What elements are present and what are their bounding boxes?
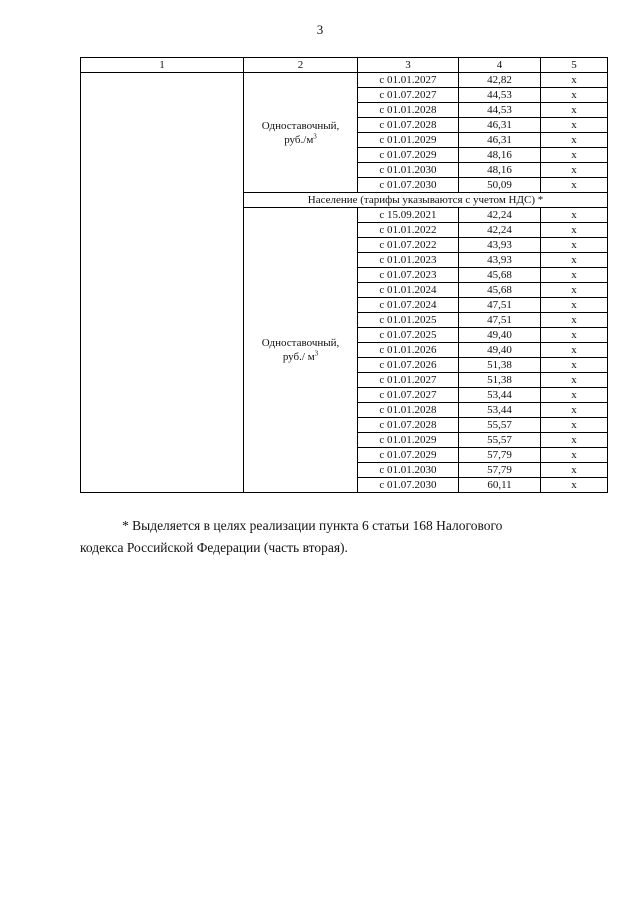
tariff-table (80, 57, 608, 493)
category-cell (81, 73, 244, 493)
section-title: Население (тарифы указываются с учетом НДС) * (244, 193, 608, 208)
date-cell: с 01.07.2026 (358, 358, 459, 373)
date-cell: с 01.07.2028 (358, 418, 459, 433)
mark-cell: х (541, 118, 608, 133)
date-cell: с 01.01.2029 (358, 133, 459, 148)
mark-cell: х (541, 298, 608, 313)
tariff-unit-label: руб./м (284, 133, 314, 146)
value-cell: 45,68 (459, 283, 541, 298)
value-cell: 48,16 (459, 163, 541, 178)
unit-superscript: 3 (313, 131, 317, 140)
value-cell: 50,09 (459, 178, 541, 193)
mark-cell: х (541, 73, 608, 88)
tariff-type-cell (244, 208, 358, 493)
value-cell: 48,16 (459, 148, 541, 163)
footnote-line-2: кодекса Российской Федерации (часть вторая). (80, 540, 348, 555)
value-cell: 57,79 (459, 448, 541, 463)
mark-cell: х (541, 88, 608, 103)
date-cell: с 01.07.2024 (358, 298, 459, 313)
mark-cell: х (541, 358, 608, 373)
header-col-3: 3 (358, 58, 459, 73)
value-cell: 60,11 (459, 478, 541, 493)
table-row (81, 73, 608, 88)
mark-cell: х (541, 223, 608, 238)
value-cell: 42,24 (459, 208, 541, 223)
date-cell: с 01.01.2027 (358, 373, 459, 388)
mark-cell: х (541, 343, 608, 358)
tariff-type-label: Одноставочный, (261, 119, 340, 132)
mark-cell: х (541, 208, 608, 223)
value-cell: 51,38 (459, 358, 541, 373)
value-cell: 55,57 (459, 433, 541, 448)
date-cell: с 01.07.2027 (358, 88, 459, 103)
mark-cell: х (541, 103, 608, 118)
date-cell: с 01.01.2028 (358, 403, 459, 418)
date-cell: с 01.07.2030 (358, 478, 459, 493)
date-cell: с 01.01.2022 (358, 223, 459, 238)
value-cell: 49,40 (459, 343, 541, 358)
mark-cell: х (541, 148, 608, 163)
date-cell: с 01.07.2023 (358, 268, 459, 283)
value-cell: 53,44 (459, 388, 541, 403)
date-cell: с 01.01.2023 (358, 253, 459, 268)
table-body (81, 73, 608, 493)
mark-cell: х (541, 433, 608, 448)
value-cell: 44,53 (459, 88, 541, 103)
date-cell: с 01.01.2030 (358, 463, 459, 478)
footnote (80, 515, 612, 559)
mark-cell: х (541, 448, 608, 463)
value-cell: 42,24 (459, 223, 541, 238)
value-cell: 43,93 (459, 253, 541, 268)
date-cell: с 01.01.2025 (358, 313, 459, 328)
value-cell: 53,44 (459, 403, 541, 418)
mark-cell: х (541, 418, 608, 433)
mark-cell: х (541, 313, 608, 328)
header-col-2: 2 (244, 58, 358, 73)
tariff-type-label: Одноставочный, (261, 337, 340, 349)
date-cell: с 01.07.2028 (358, 118, 459, 133)
mark-cell: х (541, 133, 608, 148)
value-cell: 42,82 (459, 73, 541, 88)
mark-cell: х (541, 328, 608, 343)
date-cell: с 01.07.2027 (358, 388, 459, 403)
date-cell: с 01.01.2029 (358, 433, 459, 448)
date-cell: с 01.01.2026 (358, 343, 459, 358)
date-cell: с 01.07.2025 (358, 328, 459, 343)
value-cell: 47,51 (459, 298, 541, 313)
table-header-row (81, 58, 608, 73)
mark-cell: х (541, 403, 608, 418)
value-cell: 51,38 (459, 373, 541, 388)
date-cell: с 01.01.2024 (358, 283, 459, 298)
mark-cell: х (541, 238, 608, 253)
date-cell: с 01.01.2028 (358, 103, 459, 118)
date-cell: с 01.07.2029 (358, 148, 459, 163)
mark-cell: х (541, 268, 608, 283)
mark-cell: х (541, 388, 608, 403)
header-col-4: 4 (459, 58, 541, 73)
value-cell: 45,68 (459, 268, 541, 283)
footnote-line-1: * Выделяется в целях реализации пункта 6 статьи 168 Налогового (122, 518, 503, 533)
value-cell: 46,31 (459, 118, 541, 133)
value-cell: 44,53 (459, 103, 541, 118)
page-number: 3 (316, 22, 324, 37)
tariff-type-cell (244, 73, 358, 193)
value-cell: 55,57 (459, 418, 541, 433)
value-cell: 47,51 (459, 313, 541, 328)
mark-cell: х (541, 163, 608, 178)
tariff-unit-label: руб./ м (282, 351, 315, 363)
mark-cell: х (541, 373, 608, 388)
value-cell: 46,31 (459, 133, 541, 148)
header-col-5: 5 (541, 58, 608, 73)
date-cell: с 15.09.2021 (358, 208, 459, 223)
date-cell: с 01.07.2029 (358, 448, 459, 463)
value-cell: 43,93 (459, 238, 541, 253)
mark-cell: х (541, 178, 608, 193)
mark-cell: х (541, 463, 608, 478)
date-cell: с 01.07.2022 (358, 238, 459, 253)
date-cell: с 01.01.2027 (358, 73, 459, 88)
date-cell: с 01.07.2030 (358, 178, 459, 193)
value-cell: 49,40 (459, 328, 541, 343)
mark-cell: х (541, 478, 608, 493)
unit-superscript: 3 (314, 349, 319, 358)
mark-cell: х (541, 253, 608, 268)
date-cell: с 01.01.2030 (358, 163, 459, 178)
mark-cell: х (541, 283, 608, 298)
value-cell: 57,79 (459, 463, 541, 478)
header-col-1: 1 (81, 58, 244, 73)
